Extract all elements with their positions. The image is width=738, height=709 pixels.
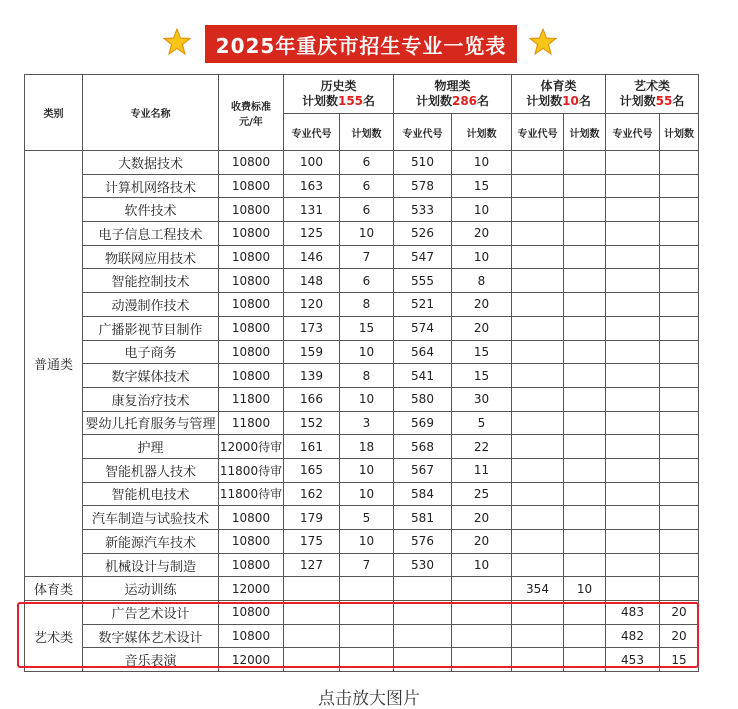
table-cell — [606, 553, 660, 577]
table-row — [25, 435, 699, 459]
table-cell — [660, 222, 699, 246]
table-cell: 6 — [340, 151, 394, 175]
table-cell — [564, 530, 606, 554]
table-cell: 131 — [284, 198, 340, 222]
table-cell: 11800 — [219, 411, 284, 435]
table-cell: 15 — [452, 340, 512, 364]
subheader-count: 计划数 — [660, 114, 699, 151]
category-sports: 体育类 — [25, 577, 83, 601]
table-cell: 10 — [340, 222, 394, 246]
table-row — [25, 364, 699, 388]
table-cell: 20 — [452, 293, 512, 317]
table-cell — [606, 435, 660, 459]
col-header-category: 类别 — [25, 75, 83, 151]
table-cell: 8 — [452, 269, 512, 293]
enlarge-image-link[interactable]: 点击放大图片 — [318, 689, 420, 709]
table-cell — [606, 411, 660, 435]
major-name-cell: 护理 — [83, 435, 219, 459]
table-cell — [660, 482, 699, 506]
subheader-code: 专业代号 — [606, 114, 660, 151]
table-cell — [512, 530, 564, 554]
col-header-sports: 体育类 计划数10名 — [512, 75, 606, 114]
major-name-cell: 电子商务 — [83, 340, 219, 364]
table-cell: 173 — [284, 316, 340, 340]
major-name-cell: 数字媒体技术 — [83, 364, 219, 388]
table-cell — [512, 151, 564, 175]
table-cell: 10 — [564, 577, 606, 601]
table-cell — [660, 364, 699, 388]
table-cell — [564, 293, 606, 317]
table-cell — [564, 458, 606, 482]
major-name-cell: 软件技术 — [83, 198, 219, 222]
major-name-cell: 智能机器人技术 — [83, 458, 219, 482]
table-cell: 530 — [394, 553, 452, 577]
table-cell: 576 — [394, 530, 452, 554]
table-cell: 5 — [340, 506, 394, 530]
major-name-cell: 广告艺术设计 — [83, 601, 219, 625]
table-cell: 574 — [394, 316, 452, 340]
title-area — [0, 0, 738, 72]
table-cell: 541 — [394, 364, 452, 388]
table-cell — [564, 506, 606, 530]
table-cell — [564, 198, 606, 222]
table-cell: 10 — [452, 151, 512, 175]
table-cell: 148 — [284, 269, 340, 293]
table-cell: 10800 — [219, 174, 284, 198]
table-row — [25, 506, 699, 530]
table-cell: 10800 — [219, 624, 284, 648]
table-cell: 10800 — [219, 245, 284, 269]
major-name-cell: 计算机网络技术 — [83, 174, 219, 198]
major-name-cell: 机械设计与制造 — [83, 553, 219, 577]
table-cell: 166 — [284, 387, 340, 411]
subheader-count: 计划数 — [564, 114, 606, 151]
table-cell: 526 — [394, 222, 452, 246]
col-header-art: 艺术类 计划数55名 — [606, 75, 699, 114]
major-name-cell: 康复治疗技术 — [83, 387, 219, 411]
table-cell — [512, 269, 564, 293]
table-cell — [564, 222, 606, 246]
major-name-cell: 大数据技术 — [83, 151, 219, 175]
table-cell — [512, 222, 564, 246]
table-cell: 10800 — [219, 293, 284, 317]
table-cell — [284, 601, 340, 625]
table-cell — [512, 458, 564, 482]
table-cell — [512, 387, 564, 411]
table-row — [25, 553, 699, 577]
table-cell — [512, 340, 564, 364]
col-header-major: 专业名称 — [83, 75, 219, 151]
table-cell — [512, 553, 564, 577]
table-cell: 10 — [452, 245, 512, 269]
category-art: 艺术类 — [25, 601, 83, 672]
table-cell: 10800 — [219, 530, 284, 554]
table-cell — [512, 245, 564, 269]
table-row — [25, 601, 699, 625]
table-cell: 354 — [512, 577, 564, 601]
table-cell — [606, 151, 660, 175]
table-cell: 100 — [284, 151, 340, 175]
major-name-cell: 智能机电技术 — [83, 482, 219, 506]
table-cell: 11800 — [219, 387, 284, 411]
table-cell: 120 — [284, 293, 340, 317]
table-row — [25, 293, 699, 317]
table-cell: 10 — [340, 340, 394, 364]
table-cell — [660, 198, 699, 222]
subheader-count: 计划数 — [340, 114, 394, 151]
table-cell: 146 — [284, 245, 340, 269]
table-cell: 161 — [284, 435, 340, 459]
table-cell — [606, 482, 660, 506]
table-cell — [660, 293, 699, 317]
table-cell: 483 — [606, 601, 660, 625]
table-cell: 12000待审 — [219, 435, 284, 459]
table-cell — [606, 387, 660, 411]
table-cell — [606, 269, 660, 293]
table-cell — [512, 648, 564, 672]
table-cell — [606, 174, 660, 198]
table-cell — [660, 506, 699, 530]
table-cell: 482 — [606, 624, 660, 648]
table-cell: 6 — [340, 269, 394, 293]
table-cell: 10 — [452, 553, 512, 577]
table-cell — [606, 506, 660, 530]
table-cell — [340, 601, 394, 625]
table-cell — [660, 151, 699, 175]
table-cell — [606, 222, 660, 246]
table-cell — [452, 624, 512, 648]
star-icon — [529, 28, 557, 56]
table-cell: 15 — [660, 648, 699, 672]
table-cell — [512, 601, 564, 625]
category-general: 普通类 — [25, 151, 83, 577]
table-cell: 10 — [340, 458, 394, 482]
table-row — [25, 458, 699, 482]
table-cell — [564, 364, 606, 388]
table-cell — [660, 411, 699, 435]
table-cell — [284, 577, 340, 601]
table-cell: 20 — [452, 316, 512, 340]
table-cell — [564, 435, 606, 459]
table-cell — [606, 293, 660, 317]
table-cell: 165 — [284, 458, 340, 482]
table-cell: 152 — [284, 411, 340, 435]
table-cell — [564, 601, 606, 625]
subheader-code: 专业代号 — [512, 114, 564, 151]
table-cell — [394, 601, 452, 625]
table-cell — [564, 387, 606, 411]
subheader-count: 计划数 — [452, 114, 512, 151]
table-cell: 10800 — [219, 198, 284, 222]
major-name-cell: 新能源汽车技术 — [83, 530, 219, 554]
table-cell: 567 — [394, 458, 452, 482]
major-name-cell: 物联网应用技术 — [83, 245, 219, 269]
table-cell: 6 — [340, 198, 394, 222]
table-cell — [452, 648, 512, 672]
table-cell: 8 — [340, 293, 394, 317]
table-cell — [660, 553, 699, 577]
table-cell: 159 — [284, 340, 340, 364]
table-cell — [512, 174, 564, 198]
table-cell: 175 — [284, 530, 340, 554]
table-cell: 30 — [452, 387, 512, 411]
table-cell — [452, 601, 512, 625]
table-cell — [564, 340, 606, 364]
table-cell: 20 — [660, 601, 699, 625]
table-cell: 547 — [394, 245, 452, 269]
table-cell: 8 — [340, 364, 394, 388]
table-cell: 12000 — [219, 648, 284, 672]
major-name-cell: 数字媒体艺术设计 — [83, 624, 219, 648]
table-row — [25, 174, 699, 198]
table-cell — [660, 387, 699, 411]
table-cell — [606, 316, 660, 340]
table-cell: 15 — [340, 316, 394, 340]
table-cell: 12000 — [219, 577, 284, 601]
table-cell — [512, 364, 564, 388]
table-row — [25, 530, 699, 554]
table-row — [25, 577, 699, 601]
table-cell: 20 — [452, 506, 512, 530]
table-row — [25, 222, 699, 246]
table-cell — [606, 245, 660, 269]
table-cell — [564, 411, 606, 435]
table-row — [25, 245, 699, 269]
table-cell: 569 — [394, 411, 452, 435]
table-cell — [512, 198, 564, 222]
table-cell — [394, 624, 452, 648]
table-cell: 578 — [394, 174, 452, 198]
table-cell — [564, 648, 606, 672]
table-cell: 10800 — [219, 364, 284, 388]
table-cell — [340, 577, 394, 601]
table-row — [25, 151, 699, 175]
table-cell: 568 — [394, 435, 452, 459]
major-name-cell: 运动训练 — [83, 577, 219, 601]
table-cell — [512, 435, 564, 459]
subheader-code: 专业代号 — [284, 114, 340, 151]
major-name-cell: 汽车制造与试验技术 — [83, 506, 219, 530]
table-cell: 162 — [284, 482, 340, 506]
table-row — [25, 340, 699, 364]
table-cell — [512, 293, 564, 317]
table-cell: 127 — [284, 553, 340, 577]
table-cell: 10800 — [219, 269, 284, 293]
table-cell — [340, 648, 394, 672]
table-cell — [284, 648, 340, 672]
table-cell: 580 — [394, 387, 452, 411]
table-row — [25, 648, 699, 672]
table-cell: 10800 — [219, 222, 284, 246]
major-name-cell: 智能控制技术 — [83, 269, 219, 293]
table-cell: 581 — [394, 506, 452, 530]
table-cell — [660, 269, 699, 293]
table-cell: 10800 — [219, 340, 284, 364]
subheader-code: 专业代号 — [394, 114, 452, 151]
table-cell: 20 — [452, 530, 512, 554]
table-cell: 125 — [284, 222, 340, 246]
table-cell: 15 — [452, 364, 512, 388]
table-cell — [564, 245, 606, 269]
table-cell — [452, 577, 512, 601]
table-cell: 20 — [660, 624, 699, 648]
table-cell: 584 — [394, 482, 452, 506]
table-cell — [564, 316, 606, 340]
table-cell: 11800待审 — [219, 458, 284, 482]
table-cell — [512, 506, 564, 530]
table-cell: 10 — [340, 482, 394, 506]
table-cell: 163 — [284, 174, 340, 198]
table-cell — [606, 364, 660, 388]
table-cell: 11800待审 — [219, 482, 284, 506]
table-cell — [564, 174, 606, 198]
table-cell: 10800 — [219, 151, 284, 175]
table-cell — [660, 340, 699, 364]
table-cell — [512, 316, 564, 340]
table-cell — [340, 624, 394, 648]
table-cell: 7 — [340, 245, 394, 269]
table-cell: 139 — [284, 364, 340, 388]
table-cell — [564, 269, 606, 293]
major-name-cell: 动漫制作技术 — [83, 293, 219, 317]
table-cell — [564, 624, 606, 648]
table-cell: 25 — [452, 482, 512, 506]
table-cell — [512, 482, 564, 506]
table-row — [25, 482, 699, 506]
col-header-history: 历史类 计划数155名 — [284, 75, 394, 114]
table-cell: 533 — [394, 198, 452, 222]
star-icon — [163, 28, 191, 56]
table-cell: 10800 — [219, 553, 284, 577]
table-cell: 179 — [284, 506, 340, 530]
table-row — [25, 624, 699, 648]
table-cell — [394, 648, 452, 672]
page-title: 2025年重庆市招生专业一览表 — [205, 25, 517, 63]
table-row — [25, 316, 699, 340]
table-cell — [564, 482, 606, 506]
table-cell: 3 — [340, 411, 394, 435]
table-cell — [660, 316, 699, 340]
table-cell: 10800 — [219, 601, 284, 625]
table-cell: 10 — [340, 387, 394, 411]
table-cell — [606, 577, 660, 601]
table-cell: 10800 — [219, 316, 284, 340]
table-cell: 22 — [452, 435, 512, 459]
table-row — [25, 411, 699, 435]
table-cell — [606, 340, 660, 364]
table-cell — [660, 174, 699, 198]
table-cell: 10800 — [219, 506, 284, 530]
table-cell — [660, 577, 699, 601]
table-cell — [512, 411, 564, 435]
table-cell: 20 — [452, 222, 512, 246]
major-name-cell: 婴幼儿托育服务与管理 — [83, 411, 219, 435]
table-cell — [512, 624, 564, 648]
table-cell: 18 — [340, 435, 394, 459]
table-cell — [394, 577, 452, 601]
table-cell: 564 — [394, 340, 452, 364]
table-cell — [606, 198, 660, 222]
admissions-table — [24, 74, 699, 672]
table-cell: 15 — [452, 174, 512, 198]
table-cell — [660, 435, 699, 459]
table-cell: 521 — [394, 293, 452, 317]
table-row — [25, 198, 699, 222]
table-row — [25, 387, 699, 411]
table-cell: 555 — [394, 269, 452, 293]
table-cell — [660, 530, 699, 554]
table-cell — [564, 553, 606, 577]
table-row — [25, 269, 699, 293]
table-cell: 6 — [340, 174, 394, 198]
major-name-cell: 广播影视节目制作 — [83, 316, 219, 340]
table-cell — [564, 151, 606, 175]
table-cell — [660, 458, 699, 482]
table-cell: 10 — [340, 530, 394, 554]
table-cell: 510 — [394, 151, 452, 175]
table-cell — [606, 530, 660, 554]
col-header-fee: 收费标准 元/年 — [219, 75, 284, 151]
table-cell: 10 — [452, 198, 512, 222]
major-name-cell: 电子信息工程技术 — [83, 222, 219, 246]
table-cell: 11 — [452, 458, 512, 482]
table-cell — [606, 458, 660, 482]
table-cell — [284, 624, 340, 648]
table-cell — [660, 245, 699, 269]
table-cell: 453 — [606, 648, 660, 672]
major-name-cell: 音乐表演 — [83, 648, 219, 672]
col-header-physics: 物理类 计划数286名 — [394, 75, 512, 114]
table-cell: 5 — [452, 411, 512, 435]
table-cell: 7 — [340, 553, 394, 577]
